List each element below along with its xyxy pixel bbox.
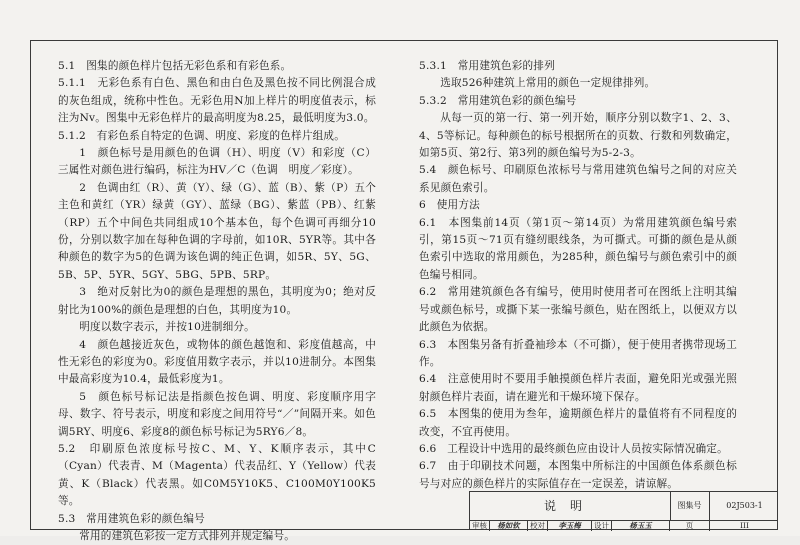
- paragraph: 选取526种建筑上常用的颜色一定规律排列。: [440, 77, 656, 90]
- left-text-column: [58, 58, 376, 545]
- page-number: III: [740, 521, 749, 530]
- paragraph: 1 颜色标号是用颜色的色调（H）、明度（V）和彩度（C）三属性对颜色进行编码，标注为HV／C（色调 明度／彩度）。: [58, 147, 376, 177]
- atlas-number-label: 图集号: [670, 492, 710, 520]
- paragraph: 5.1.2 有彩色系自特定的色调、明度、彩度的色样片组成。: [58, 129, 346, 142]
- right-text-column: [419, 58, 737, 493]
- paragraph: 6.2 常用建筑颜色各有编号，使用时使用者可在图纸上注明其编号或颜色标号，或撕下某一张编号颜色，贴在图纸上，以便双方以此颜色为依据。: [419, 286, 737, 334]
- paragraph: 2 色调由红（R）、黄（Y）、绿（G）、蓝（B）、紫（P）五个主色和黄红（YR）绿黄（GY）、蓝绿（BG）、紫蓝（PB）、红紫（RP）五个中间色共同组成10个基本色，每个色调可再细分10份，分别以数字加在每种色调的字母前，如10R、5YR等。其中各种颜色的数字为5的色调为该色调的纯正色调，如5R、5Y、5G、5B、5P、5YR、5GY、5BG、5PB、5RP。: [58, 181, 376, 281]
- paragraph: 3 绝对反射比为0的颜色是理想的黑色，其明度为0；绝对反射比为100%的颜色是理想的白色，其明度为10。: [58, 286, 376, 316]
- paragraph: 5.2 印刷原色浓度标号按C、M、Y、K顺序表示，其中C（Cyan）代表青、M（Magenta）代表品红、Y（Yellow）代表黄、K（Black）代表黑。如C0M5Y10K5、C100M0Y100K5等。: [58, 442, 376, 508]
- paragraph: 5.3.2 常用建筑色彩的颜色编号: [419, 94, 577, 107]
- review-signature: 杨如钦: [490, 520, 528, 531]
- atlas-number: 02J503-1: [726, 501, 763, 510]
- paragraph: 6.1 本图集前14页（第1页～第14页）为常用建筑颜色编号索引，第15页～71页有缝纫眼线条，为可撕式。可撕的颜色是从颜色索引中选取的常用颜色，为285种，颜色编号与颜色索引中的颜色编号相同。: [419, 216, 737, 281]
- paragraph: 6.4 注意使用时不要用手触摸颜色样片表面，避免阳光或强光照射颜色样片表面，请在避光和干燥环境下保存。: [419, 373, 737, 403]
- paragraph: 5.3 常用建筑色彩的颜色编号: [58, 512, 205, 525]
- check-signature: 李玉梅: [548, 520, 592, 531]
- review-label: 审核: [470, 520, 490, 531]
- paragraph: 常用的建筑色彩按一定方式排列并规定编号。: [79, 529, 296, 542]
- paragraph: 6.6 工程设计中选用的最终颜色应由设计人员按实际情况确定。: [419, 442, 728, 455]
- paragraph: 5.4 颜色标号、印刷原色浓标号与常用建筑色编号之间的对应关系见颜色索引。: [419, 164, 737, 194]
- paragraph: 从每一页的第一行、第一列开始，顺序分别以数字1、2、3、4、5等标记。每种颜色的标号根据所在的页数、行数和列数确定，如第5页、第2行、第3列的颜色编号为5-2-3。: [419, 112, 737, 160]
- paragraph: 6 使用方法: [419, 199, 480, 212]
- paragraph: 5.3.1 常用建筑色彩的排列: [419, 60, 555, 72]
- page-label: 页: [670, 520, 710, 531]
- check-label: 校对: [528, 520, 548, 531]
- paragraph: 4 颜色越接近灰色，或物体的颜色越饱和、彩度值越高，中性无彩色的彩度为0。彩度值用数字表示，并以10进制分。本图集中最高彩度为10.4，最低彩度为1。: [58, 338, 376, 386]
- sheet-title: 说明: [470, 492, 671, 520]
- title-block: [469, 491, 778, 530]
- paragraph: 5 颜色标号标记法是指颜色按色调、明度、彩度顺序用字母、数字、符号表示，明度和彩度之间用符号“／”间隔开来。如色调5RY、明度6、彩度8的颜色标号标记为5RY6／8。: [58, 390, 376, 438]
- paragraph: 5.1 图集的颜色样片包括无彩色系和有彩色系。: [58, 60, 292, 72]
- title-block-top-row: [470, 492, 778, 521]
- paragraph: 6.7 由于印刷技术问题，本图集中所标注的中国颜色体系颜色标号与对应的颜色样片的实际值存在一定误差，请谅解。: [419, 460, 737, 490]
- paragraph: 明度以数字表示，并按10进制细分。: [79, 321, 255, 334]
- design-label: 设计: [592, 520, 612, 531]
- title-block-bottom-row: [470, 520, 778, 531]
- paragraph: 5.1.1 无彩色系有白色、黑色和由白色及黑色按不同比例混合成的灰色组成，统称中性色。无彩色用N加上样片的明度值表示，标注为Nv。图集中无彩色样片的最高明度为8.25，最低明度为3.0。: [58, 77, 376, 125]
- design-signature: 杨玉玉: [612, 520, 670, 531]
- paragraph: 6.5 本图集的使用为叁年，逾期颜色样片的量值将有不同程度的改变，不宜再使用。: [419, 408, 737, 438]
- paragraph: 6.3 本图集另备有折叠袖珍本（不可撕），便于使用者携带现场工作。: [419, 338, 737, 368]
